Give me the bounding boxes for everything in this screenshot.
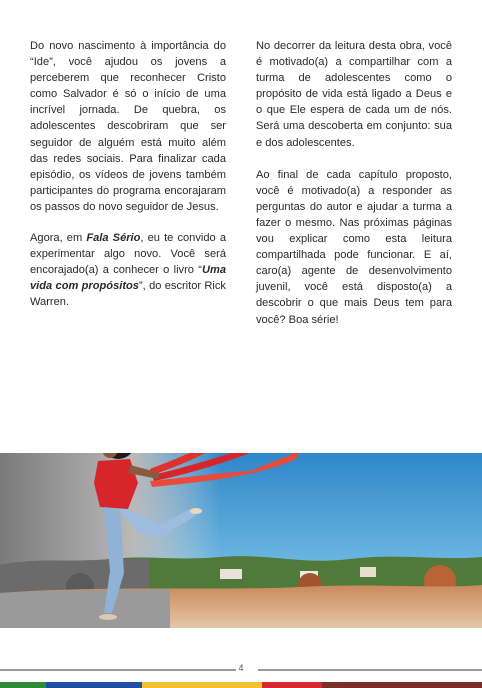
text-column-right xyxy=(256,38,452,344)
stripe-red xyxy=(262,682,322,688)
text-run: Agora, em xyxy=(30,232,87,245)
paragraph-reading: No decorrer da leitura desta obra, você é motivado(a) a compartilhar com a turma de adolescentes como o propósito de vida está ligado a Deus e o que Ele espera de cada um de nós. Será uma descoberta em conjunto: sua e dos adolescentes. xyxy=(256,40,452,149)
footer-rule-left xyxy=(0,669,236,671)
stripe-blue xyxy=(46,682,142,688)
jumping-girl-illustration xyxy=(0,453,482,628)
page-number: 4 xyxy=(238,663,244,673)
series-title: Fala Sério xyxy=(86,232,141,245)
text-run: ”, do escritor Rick Warren. xyxy=(30,280,226,309)
text-run: , eu te convido a experimentar algo novo. Você será encorajado(a) a conhecer o livro “ xyxy=(30,232,226,277)
text-column-left xyxy=(30,38,226,326)
paragraph-intro: Do novo nascimento à importância do “Ide”, você ajudou os jovens a perceberem que reconhecer Cristo como Salvador é só o início de uma incrível jornada. De quebra, os adolescentes descobriram que ser seguidor de alguém está muito além das redes sociais. Para finalizar cada episódio, os vídeos de jovens também participantes do programa encorajaram os passos do novo seguidor de Jesus. xyxy=(30,40,226,213)
stripe-brown xyxy=(322,682,482,688)
paragraph-invitation xyxy=(30,230,226,310)
paragraph-closing: Ao final de cada capítulo proposto, você é motivado(a) a responder as perguntas do autor e ajudar a turma a fazer o mesmo. Nas próximas páginas vou explicar como esta leitura compartilhada pode funcionar. E aí, caro(a) agente de desenvolvimento juvenil, você está disposto(a) a descobrir o que mais Deus tem para você? Boa série! xyxy=(256,168,452,326)
stripe-green xyxy=(0,682,46,688)
color-stripe xyxy=(0,682,482,688)
stripe-yellow xyxy=(142,682,262,688)
photo-banner xyxy=(0,453,482,628)
book-title: Uma vida com propósitos xyxy=(30,264,226,293)
footer-rule-right xyxy=(258,669,482,671)
